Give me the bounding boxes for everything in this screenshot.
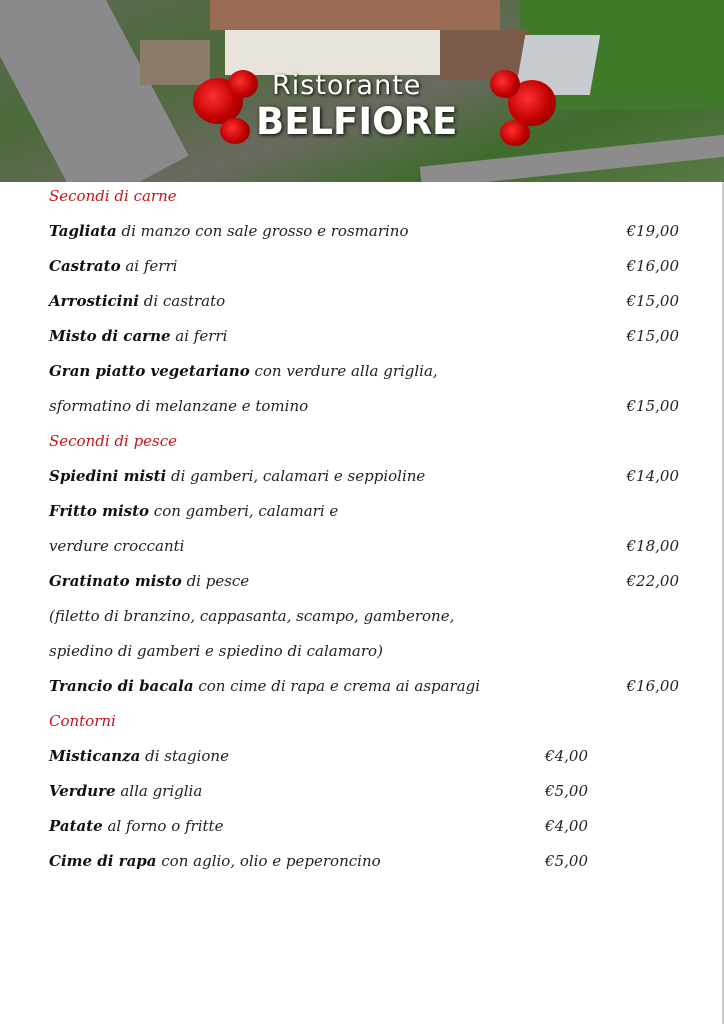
dish-price: €15,00 [626,397,679,415]
menu-item [49,323,689,358]
dish-description: con verdure alla griglia, [249,362,438,380]
menu-item [49,673,689,708]
dish-description: (filetto di branzino, cappasanta, scampo, gamberone, [49,607,455,625]
dish-name: Spiedini misti [49,467,167,485]
dish-price: €19,00 [626,222,679,240]
dish-description: ai ferri [120,257,178,275]
dish-description: con gamberi, calamari e [149,502,339,520]
menu-item [49,603,689,638]
dish-name: Patate [49,817,103,835]
dish-name: Cime di rapa [49,852,157,870]
shed-left [140,40,210,85]
section-heading [49,428,689,463]
menu-item [49,743,689,778]
rose-icon [220,118,250,144]
restaurant-title-line1: Ristorante [272,70,422,101]
menu-item [49,533,689,568]
roof [210,0,500,30]
dish-price: €4,00 [545,817,588,835]
dish-name: Tagliata [49,222,117,240]
dish-price: €5,00 [545,782,588,800]
rose-icon [228,70,258,98]
dish-description: con aglio, olio e peperoncino [156,852,381,870]
rose-icon [500,120,530,146]
menu-item [49,848,689,883]
menu-item [49,358,689,393]
menu-item [49,638,689,673]
restaurant-title-line2: BELFIORE [256,100,458,143]
dish-description: di gamberi, calamari e seppioline [166,467,426,485]
dish-description: ai ferri [170,327,228,345]
section-heading [49,183,689,218]
dish-name: Arrosticini [49,292,139,310]
menu-item [49,393,689,428]
dish-name: Trancio di bacala [49,677,194,695]
menu-item [49,568,689,603]
dish-price: €15,00 [626,327,679,345]
menu-list [49,183,689,883]
dish-description: con cime di rapa e crema ai asparagi [193,677,481,695]
menu-item [49,288,689,323]
road [0,0,189,182]
dish-name: Misticanza [49,747,141,765]
dish-name: Verdure [49,782,116,800]
dish-name: Fritto misto [49,502,150,520]
dish-description: verdure croccanti [49,537,185,555]
path [420,133,724,182]
roof-annex [440,30,530,80]
dish-description: alla griglia [115,782,203,800]
dish-name: Gratinato misto [49,572,182,590]
section-heading-text: Contorni [49,712,116,730]
header-banner-photo [0,0,724,182]
dish-name: Gran piatto vegetariano [49,362,250,380]
dish-description: di pesce [181,572,250,590]
dish-price: €22,00 [626,572,679,590]
dish-price: €15,00 [626,292,679,310]
menu-item [49,778,689,813]
dish-price: €16,00 [626,257,679,275]
dish-name: Castrato [49,257,121,275]
dish-price: €16,00 [626,677,679,695]
dish-description: di stagione [140,747,229,765]
menu-item [49,463,689,498]
menu-item [49,813,689,848]
dish-price: €18,00 [626,537,679,555]
dish-price: €4,00 [545,747,588,765]
menu-item [49,253,689,288]
dish-description: sformatino di melanzane e tomino [49,397,309,415]
section-heading [49,708,689,743]
dish-price: €14,00 [626,467,679,485]
section-heading-text: Secondi di pesce [49,432,178,450]
menu-item [49,218,689,253]
dish-price: €5,00 [545,852,588,870]
dish-name: Misto di carne [49,327,171,345]
dish-description: di castrato [138,292,226,310]
dish-description: di manzo con sale grosso e rosmarino [116,222,409,240]
rose-icon [490,70,520,98]
section-heading-text: Secondi di carne [49,187,177,205]
menu-item [49,498,689,533]
dish-description: spiedino di gamberi e spiedino di calamaro) [49,642,383,660]
dish-description: al forno o fritte [102,817,224,835]
